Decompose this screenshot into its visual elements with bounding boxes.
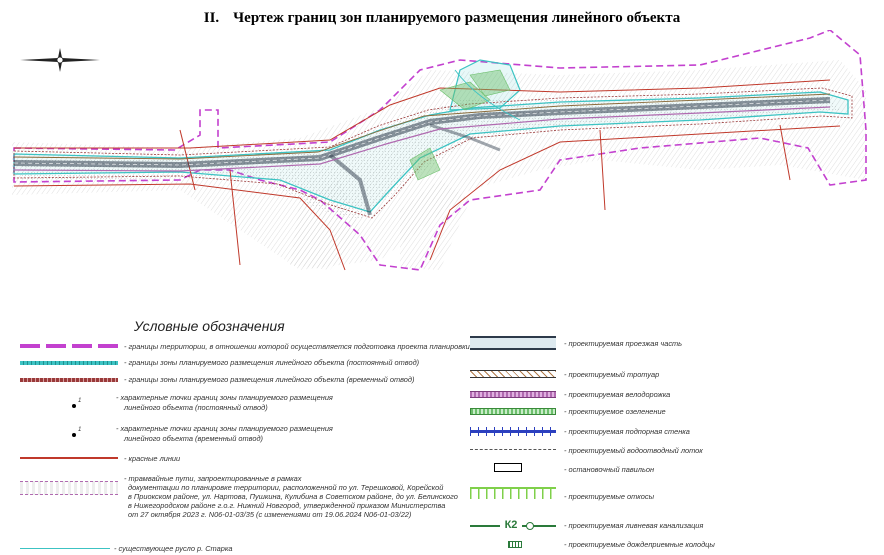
legend-item-temporary-points: - характерные точки границ зоны планируемого размещения	[116, 424, 333, 433]
storm-inlet-icon	[508, 541, 522, 548]
legend-item-permanent-points-line2: линейного объекта (постоянный отвод)	[124, 403, 268, 412]
permanent-zone-symbol	[20, 361, 118, 365]
permanent-point-marker-icon	[72, 404, 76, 408]
slopes-symbol	[470, 487, 556, 501]
title-text: Чертеж границ зон планируемого размещения линейного объекта	[233, 10, 681, 26]
temporary-zone-symbol	[20, 378, 118, 382]
tram-desc-line-2: в Приокском районе, ул. Нартова, Пушкина, Кулибина в Советском районе, до ул. Белинского	[128, 492, 458, 501]
storm-sewer-node-icon	[526, 522, 534, 530]
legend-item-retaining-wall: - проектируемая подпорная стенка	[564, 427, 690, 436]
legend-item-drainage-tray: - проектируемый водоотводный лоток	[564, 446, 703, 455]
tram-desc-line-3: в Нижегородском районе г.о.г. Нижний Новгород, утвержденной приказом Министерства	[128, 501, 446, 510]
legend-heading: Условные обозначения	[134, 318, 285, 334]
site-plan-map	[0, 30, 884, 290]
legend-item-storm-sewer: - проектируемая ливневая канализация	[564, 521, 704, 530]
bike-path-symbol	[470, 391, 556, 398]
legend-item-bike-path: - проектируемая велодорожка	[564, 390, 671, 399]
legend-item-planning-boundary: - границы территории, в отношении которой осуществляется подготовка проекта планировки	[124, 342, 470, 351]
bus-shelter-icon	[494, 463, 522, 472]
roadway-symbol	[470, 336, 556, 350]
tram-tracks-symbol	[20, 481, 118, 495]
legend-item-stream: - существующее русло р. Старка	[114, 544, 233, 553]
legend-item-temporary-points-line2: линейного объекта (временный отвод)	[124, 434, 263, 443]
red-line-symbol	[20, 457, 118, 459]
legend-item-roadway: - проектируемая проезжая часть	[564, 339, 683, 348]
title-number: II.	[203, 10, 220, 26]
legend-item-red-lines: - красные линии	[124, 454, 181, 463]
legend-item-permanent-zone: - границы зоны планируемого размещения линейного объекта (постоянный отвод)	[124, 358, 420, 367]
legend-item-sidewalk: - проектируемый тротуар	[564, 370, 660, 379]
sidewalk-symbol	[470, 370, 556, 378]
legend-item-greenery: - проектируемое озеленение	[564, 407, 666, 416]
legend-item-slopes: - проектируемые откосы	[564, 492, 655, 501]
legend-item-permanent-points: - характерные точки границ зоны планируемого размещения	[116, 393, 333, 402]
stream-symbol	[20, 548, 110, 549]
retaining-wall-ticks	[470, 427, 556, 436]
legend-item-storm-inlets: - проектируемые дождеприемные колодцы	[564, 540, 715, 549]
temporary-point-index: 1	[78, 427, 82, 433]
storm-sewer-label-box: К2	[500, 518, 522, 532]
legend-item-tram-tracks: - трамвайные пути, запроектированные в рамках	[124, 474, 302, 483]
planning-boundary-symbol	[20, 344, 118, 348]
drainage-tray-symbol	[470, 449, 556, 450]
greenery-symbol	[470, 408, 556, 415]
page-title	[0, 10, 884, 27]
tram-desc-line-1: документации по планировке территории, расположенной по ул. Терешковой, Корейской	[128, 483, 444, 492]
compass-rose-icon	[20, 48, 100, 72]
legend-item-bus-shelter: - остановочный павильон	[564, 465, 655, 474]
tram-desc-line-4: от 27 октября 2023 г. N06-01-03/35 (с изменениями от 19.06.2024 N06-01-03/22)	[128, 510, 412, 519]
legend-item-temporary-zone: - границы зоны планируемого размещения линейного объекта (временный отвод)	[124, 375, 415, 384]
temporary-point-marker-icon	[72, 433, 76, 437]
permanent-point-index: 1	[78, 398, 82, 404]
